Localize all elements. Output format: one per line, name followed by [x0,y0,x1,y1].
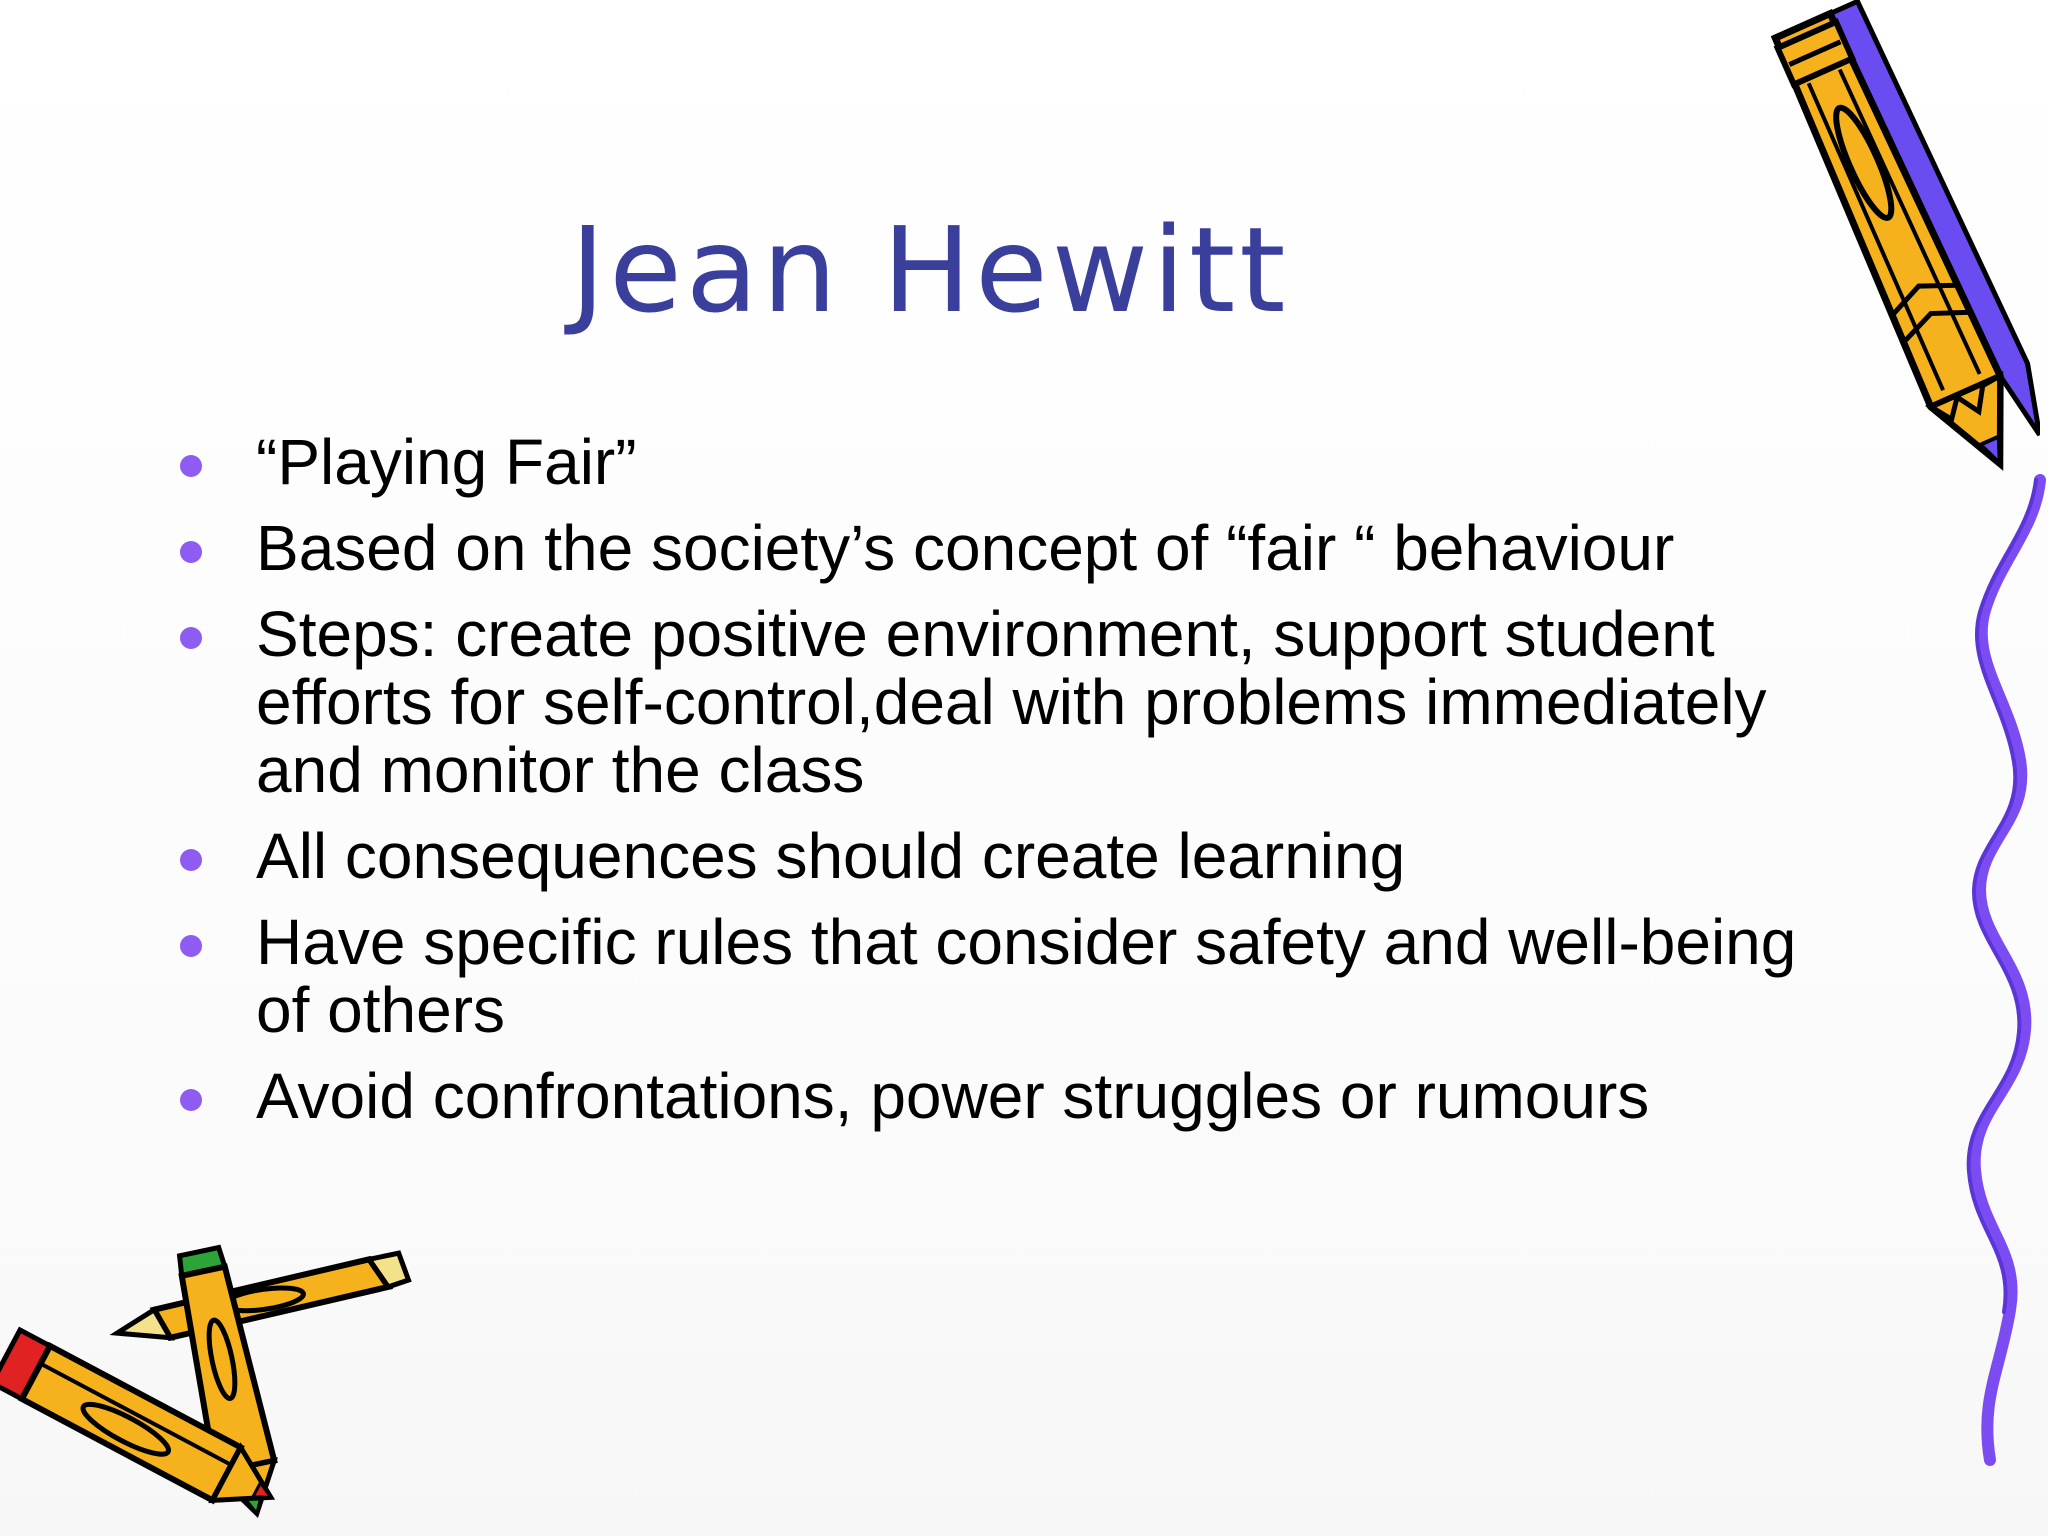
bullet-text: Have specific rules that consider safety and well-being of others [256,906,1797,1046]
bullet-text: Based on the society’s concept of “fair “ behaviour [256,512,1675,584]
squiggle-line-icon [1940,470,2048,1470]
bullet-text: Avoid confrontations, power struggles or rumours [256,1060,1650,1132]
bullet-dot-icon [180,935,202,957]
bullet-dot-icon [180,1089,202,1111]
bullet-text: Steps: create positive environment, support student efforts for self-control,deal with problems immediately and monitor the class [256,598,1767,806]
bullet-dot-icon [180,849,202,871]
slide-title: Jean Hewitt [570,201,1290,339]
list-item [176,514,1836,582]
bullet-dot-icon [180,541,202,563]
pencil-clipart-icon [1720,0,2040,500]
bullet-text: All consequences should create learning [256,820,1406,892]
list-item [176,822,1836,890]
bullet-dot-icon [180,455,202,477]
bullet-text: “Playing Fair” [256,426,637,498]
crossed-pencils-clipart-icon [0,1240,420,1536]
bullet-list [176,428,1836,1148]
list-item [176,908,1836,1044]
list-item [176,600,1836,804]
list-item [176,428,1836,496]
list-item [176,1062,1836,1130]
bullet-dot-icon [180,627,202,649]
